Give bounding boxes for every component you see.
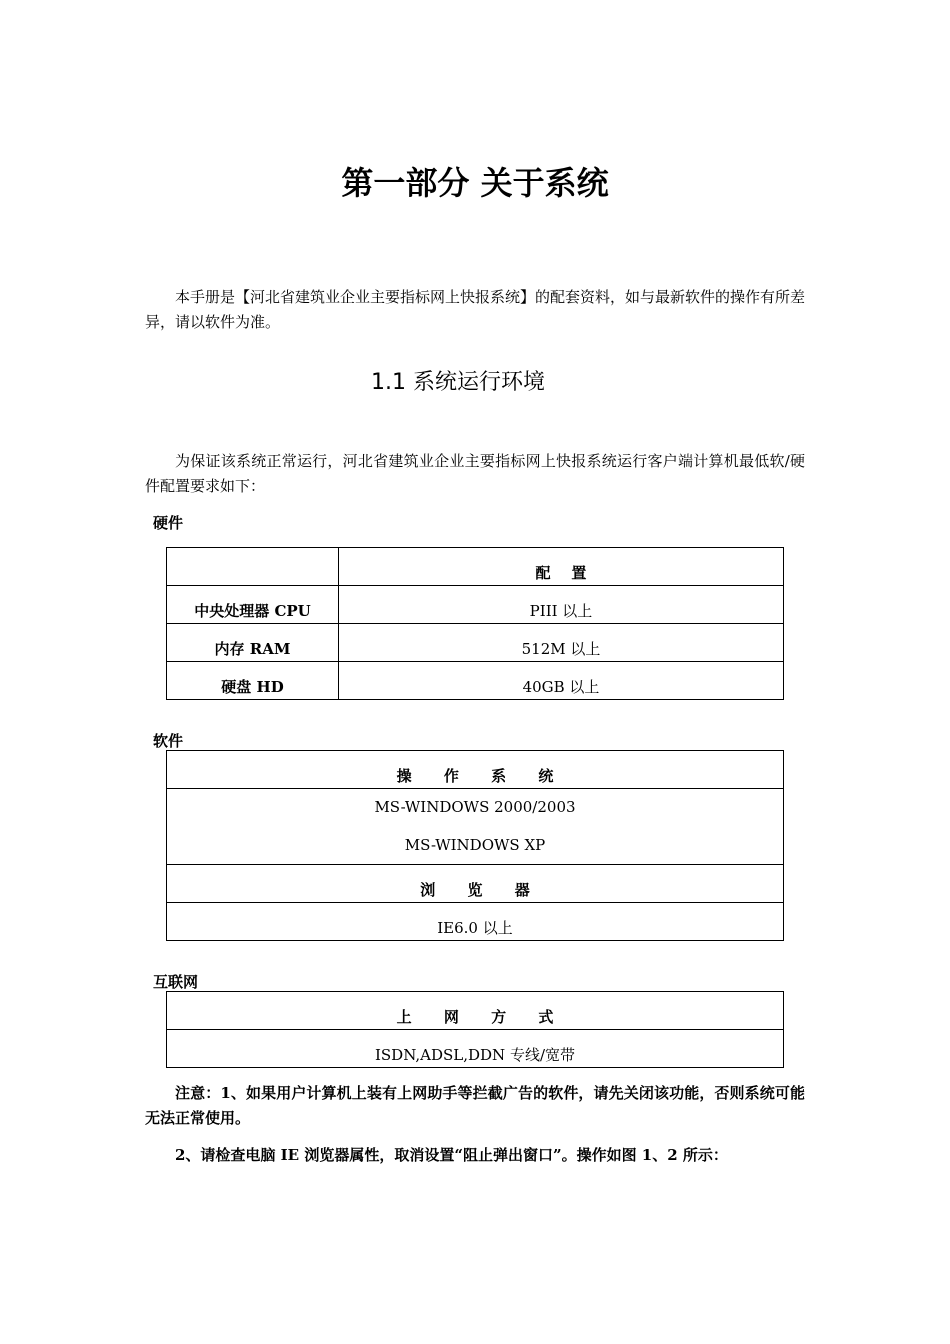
section-heading: 1.1 系统运行环境 (371, 370, 545, 395)
software-label: 软件 (153, 732, 184, 750)
table-header-cell: 配 置 (339, 548, 784, 586)
table-cell (167, 789, 784, 865)
software-table (166, 750, 784, 941)
table-row (167, 586, 784, 624)
note-2: 2、请检查电脑 IE 浏览器属性，取消设置“阻止弹出窗口”。操作如图 1、2 所示： (175, 1146, 728, 1164)
os-value: MS-WINDOWS XP (404, 835, 546, 854)
table-cell: 40GB 以上 (339, 662, 784, 700)
hardware-table (166, 547, 784, 700)
intro-paragraph: 本手册是【河北省建筑业企业主要指标网上快报系统】的配套资料，如与最新软件的操作有所差异，请以软件为准。 (145, 288, 806, 331)
table-row (167, 624, 784, 662)
table-cell: IE6.0 以上 (167, 903, 784, 941)
table-row (167, 865, 784, 903)
table-cell: ISDN,ADSL,DDN 专线/宽带 (167, 1030, 784, 1068)
table-cell: 512M 以上 (339, 624, 784, 662)
table-row (167, 751, 784, 789)
requirements-paragraph: 为保证该系统正常运行，河北省建筑业企业主要指标网上快报系统运行客户端计算机最低软/硬件配置要求如下： (145, 452, 805, 495)
table-row (167, 548, 784, 586)
table-cell: 内存 RAM (167, 624, 339, 662)
table-cell: PIII 以上 (339, 586, 784, 624)
table-header-cell: 上 网 方 式 (167, 992, 784, 1030)
table-row (167, 662, 784, 700)
internet-table (166, 991, 784, 1068)
table-row (167, 789, 784, 865)
os-value: MS-WINDOWS 2000/2003 (374, 798, 576, 816)
table-row (167, 903, 784, 941)
table-cell (167, 548, 339, 586)
table-cell: 中央处理器 CPU (167, 586, 339, 624)
page-title: 第一部分 关于系统 (341, 164, 609, 202)
table-header-cell: 操 作 系 统 (167, 751, 784, 789)
note-1: 注意：1、如果用户计算机上装有上网助手等拦截广告的软件，请先关闭该功能，否则系统可能无法正常使用。 (145, 1084, 805, 1127)
hardware-label: 硬件 (153, 514, 184, 532)
table-row (167, 1030, 784, 1068)
table-header-cell: 浏 览 器 (167, 865, 784, 903)
internet-label: 互联网 (153, 973, 199, 991)
table-cell: 硬盘 HD (167, 662, 339, 700)
table-row (167, 992, 784, 1030)
